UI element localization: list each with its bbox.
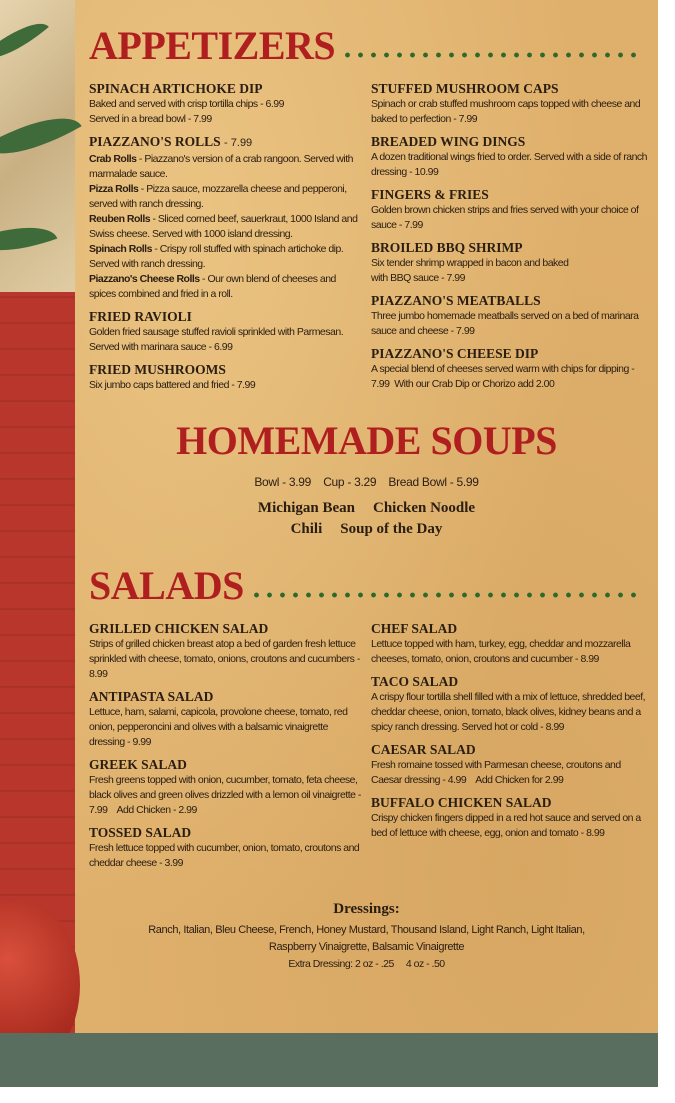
sub-item <box>89 242 365 272</box>
sub-item-description: - Pizza sauce, mozzarella cheese and pepperoni, served with ranch dressing. <box>89 183 347 210</box>
appetizers-left-column <box>89 80 365 399</box>
menu-item <box>371 741 653 788</box>
item-name: STUFFED MUSHROOM CAPS <box>371 81 559 96</box>
menu-item <box>371 133 653 180</box>
salads-left-column <box>89 620 365 877</box>
dotted-leader <box>341 52 644 58</box>
item-description: Three jumbo homemade meatballs served on a bed of marinara sauce and cheese - 7.99 <box>371 310 641 337</box>
salads-columns <box>75 620 658 877</box>
soup-prices: Bowl - 3.99 Cup - 3.29 Bread Bowl - 5.99 <box>254 475 479 489</box>
item-name: BUFFALO CHICKEN SALAD <box>371 795 552 810</box>
item-name: TACO SALAD <box>371 674 459 689</box>
menu-item <box>371 292 653 339</box>
sub-item-description: - Sliced corned beef, sauerkraut, 1000 Island and Swiss cheese. Served with 1000 island dressing. <box>89 213 358 240</box>
menu-item <box>89 620 365 682</box>
item-description: with BBQ sauce - 7.99 <box>371 272 465 284</box>
menu-item <box>371 186 653 233</box>
extra-dressing: Extra Dressing: 2 oz - .25 4 oz - .50 <box>288 958 445 970</box>
item-description: Fresh greens topped with onion, cucumber, tomato, feta cheese, black olives and green olives drizzled with a lemon oil vinaigrette - 7.99 Add Chicken - 2.99 <box>89 774 364 816</box>
appetizers-title: APPETIZERS <box>89 23 336 68</box>
item-description: Served with marinara sauce - 6.99 <box>89 341 233 353</box>
item-name: PIAZZANO'S ROLLS - 7.99 <box>89 134 253 149</box>
dressings-list-1: Ranch, Italian, Bleu Cheese, French, Honey Mustard, Thousand Island, Light Ranch, Light Italian, <box>148 924 585 936</box>
menu-item <box>89 756 365 818</box>
item-description: Golden fried sausage stuffed ravioli sprinkled with Parmesan. <box>89 326 344 338</box>
sub-item <box>89 272 365 302</box>
item-name: BROILED BBQ SHRIMP <box>371 240 523 255</box>
menu-item <box>89 308 365 355</box>
item-description: Spinach or crab stuffed mushroom caps topped with cheese and baked to perfection - 7.99 <box>371 98 643 125</box>
item-name: FRIED MUSHROOMS <box>89 362 226 377</box>
menu-item <box>371 673 653 735</box>
menu-item <box>89 133 365 302</box>
soups-title: HOMEMADE SOUPS <box>176 418 557 463</box>
item-name: SPINACH ARTICHOKE DIP <box>89 81 263 96</box>
item-name: TOSSED SALAD <box>89 825 192 840</box>
sub-item-name: Spinach Rolls <box>89 243 152 255</box>
menu-item <box>89 361 365 393</box>
sub-item <box>89 182 365 212</box>
item-price: - 7.99 <box>224 137 253 149</box>
item-name: GREEK SALAD <box>89 757 187 772</box>
item-name: CAESAR SALAD <box>371 742 476 757</box>
item-description: Fresh romaine tossed with Parmesan cheese, croutons and Caesar dressing - 4.99 Add Chicken for 2.99 <box>371 759 624 786</box>
soup-name: Michigan Bean <box>257 500 355 516</box>
menu-item <box>371 794 653 841</box>
sub-item-name: Pizza Rolls <box>89 183 139 195</box>
soup-name: Chicken Noodle <box>373 500 476 516</box>
sub-item-description: - Our own blend of cheeses and spices combined and fried in a roll. <box>89 273 336 300</box>
item-name: ANTIPASTA SALAD <box>89 689 214 704</box>
item-description: Lettuce, ham, salami, capicola, provolone cheese, tomato, red onion, pepperoncini and olives with a balsamic vinaigrette dressing - 9.99 <box>89 706 350 748</box>
dressings-list-2: Raspberry Vinaigrette, Balsamic Vinaigrette <box>268 941 465 953</box>
item-description: Strips of grilled chicken breast atop a bed of garden fresh lettuce sprinkled with cheese, tomato, onions, croutons and cucumbers - 8.99 <box>89 638 363 680</box>
item-description: A dozen traditional wings fried to order. Served with a side of ranch dressing - 10.99 <box>371 151 650 178</box>
item-description: Lettuce topped with ham, turkey, egg, cheddar and mozzarella cheeses, tomato, onion, croutons and cucumber - 8.99 <box>371 638 633 665</box>
dotted-leader <box>250 592 644 598</box>
footer-band <box>0 1033 658 1087</box>
item-name: FINGERS & FRIES <box>371 187 489 202</box>
sub-item <box>89 152 365 182</box>
item-description: Six tender shrimp wrapped in bacon and baked <box>371 257 569 269</box>
item-name: GRILLED CHICKEN SALAD <box>89 621 269 636</box>
menu-item <box>89 824 365 871</box>
appetizers-right-column <box>371 80 653 399</box>
menu-item <box>371 80 653 127</box>
dressings-title: Dressings: <box>333 901 400 917</box>
item-name: CHEF SALAD <box>371 621 458 636</box>
sub-item <box>89 212 365 242</box>
soup-name: Soup of the Day <box>340 521 443 537</box>
item-description: Six jumbo caps battered and fried - 7.99 <box>89 379 256 391</box>
item-name: BREADED WING DINGS <box>371 134 526 149</box>
appetizers-columns <box>75 80 658 399</box>
sub-item-description: - Crispy roll stuffed with spinach artichoke dip. Served with ranch dressing. <box>89 243 344 270</box>
soup-name: Chili <box>290 521 323 537</box>
soup-row-2 <box>75 519 658 540</box>
item-description: Golden brown chicken strips and fries served with your choice of sauce - 7.99 <box>371 204 641 231</box>
item-description: A special blend of cheeses served warm with chips for dipping - 7.99 With our Crab Dip or Chorizo add 2.00 <box>371 363 637 390</box>
sub-item-description: - Piazzano's version of a crab rangoon. Served with marmalade sauce. <box>89 153 353 180</box>
sub-item-name: Piazzano's Cheese Rolls <box>89 273 200 285</box>
item-description: Fresh lettuce topped with cucumber, onion, tomato, croutons and cheddar cheese - 3.99 <box>89 842 362 869</box>
appetizers-header <box>75 23 658 68</box>
menu-item <box>89 80 365 127</box>
menu-content <box>75 23 658 972</box>
sub-item-name: Crab Rolls <box>89 153 137 165</box>
item-description: Crispy chicken fingers dipped in a red hot sauce and served on a bed of lettuce with cheese, egg, onion and tomato - 8.99 <box>371 812 644 839</box>
menu-item <box>371 239 653 286</box>
salads-right-column <box>371 620 653 877</box>
sub-item-name: Reuben Rolls <box>89 213 151 225</box>
menu-item <box>371 620 653 667</box>
item-description: Baked and served with crisp tortilla chips - 6.99 <box>89 98 284 110</box>
menu-item <box>371 345 653 392</box>
menu-item <box>89 688 365 750</box>
item-name: PIAZZANO'S MEATBALLS <box>371 293 541 308</box>
soup-row-1 <box>75 498 658 519</box>
salads-title: SALADS <box>89 563 244 608</box>
item-description: Served in a bread bowl - 7.99 <box>89 113 212 125</box>
item-name: PIAZZANO'S CHEESE DIP <box>371 346 539 361</box>
item-description: A crispy flour tortilla shell filled with a mix of lettuce, shredded beef, cheddar cheese, onion, tomato, black olives, kidney beans and a spicy ranch dressing. Served hot or cold - 8.99 <box>371 691 648 733</box>
salads-header <box>75 563 658 608</box>
item-name: FRIED RAVIOLI <box>89 309 192 324</box>
